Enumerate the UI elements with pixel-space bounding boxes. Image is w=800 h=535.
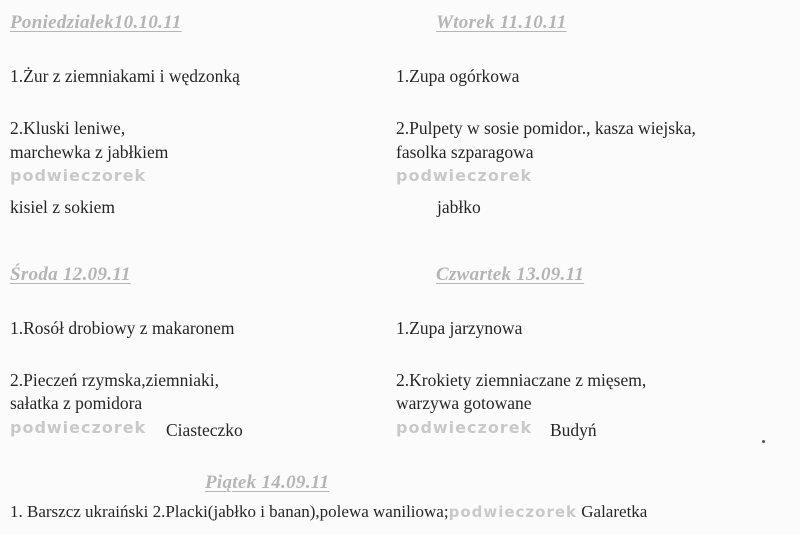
snack-label-tuesday: podwieczorek [396,166,533,185]
main-line2-wednesday: sałatka z pomidora [10,393,143,413]
day-title-wednesday: Środa 12.09.11 [10,264,131,285]
snack-tuesday: jabłko [437,197,481,217]
snack-thursday: Budyń [550,420,597,440]
menu-friday-text: 1. Barszcz ukraiński 2.Placki(jabłko i banan),polewa waniliowa; [10,502,449,521]
soup-tuesday: 1.Zupa ogórkowa [396,66,520,86]
snack-label-wednesday: podwieczorek [10,418,147,437]
main-line1-thursday: 2.Krokiety ziemniaczane z mięsem, [396,370,647,390]
day-title-monday: Poniedziałek10.10.11 [10,12,182,33]
day-title-tuesday: Wtorek 11.10.11 [436,12,567,33]
day-title-friday: Piątek 14.09.11 [205,472,330,493]
snack-monday: kisiel z sokiem [10,197,115,217]
soup-monday: 1.Żur z ziemniakami i wędzonką [10,66,240,86]
soup-wednesday: 1.Rosół drobiowy z makaronem [10,318,235,338]
soup-thursday: 1.Zupa jarzynowa [396,318,523,338]
main-line1-wednesday: 2.Pieczeń rzymska,ziemniaki, [10,370,219,390]
snack-wednesday: Ciasteczko [166,420,243,440]
main-line2-thursday: warzywa gotowane [396,393,532,413]
snack-friday: Galaretka [581,502,648,521]
stray-dot [762,440,765,443]
main-line2-monday: marchewka z jabłkiem [10,142,169,162]
main-line1-tuesday: 2.Pulpety w sosie pomidor., kasza wiejska, [396,118,696,138]
main-line2-tuesday: fasolka szparagowa [396,142,534,162]
snack-label-thursday: podwieczorek [396,418,533,437]
day-title-thursday: Czwartek 13.09.11 [436,264,585,285]
snack-label-friday: podwieczorek [448,503,578,521]
menu-friday [10,502,647,522]
main-line1-monday: 2.Kluski leniwe, [10,118,126,138]
snack-label-monday: podwieczorek [10,166,147,185]
